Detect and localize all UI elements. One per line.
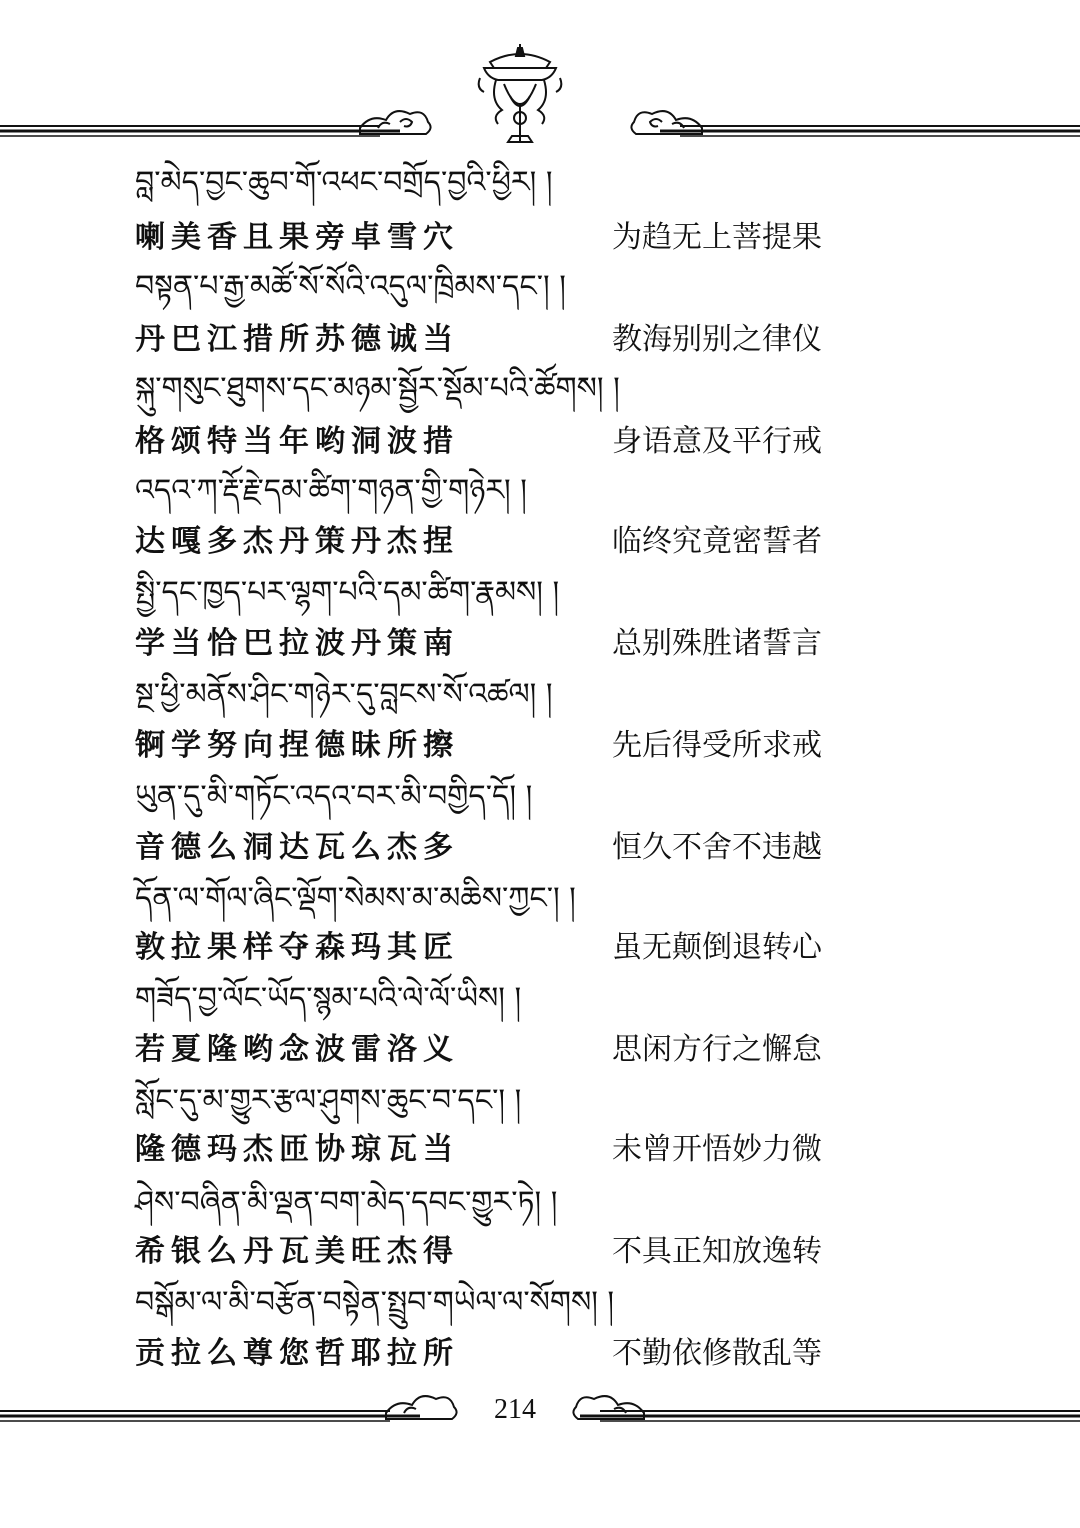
verse-2-tibetan: བསྟན་པ་རྒྱ་མཚོ་སོ་སོའི་འདུལ་ཁྲིམས་དང་། ། [135,269,566,304]
verse-7-chinese: 恒久不舍不违越 [612,830,822,865]
verse-9-chinese: 思闲方行之懈怠 [612,1032,822,1067]
top-border-rule [0,126,1080,136]
verse-8-transliteration: 敦拉果样夺森玛其匠 [135,930,459,965]
verse-10-tibetan: སློང་དུ་མ་གྱུར་རྩལ་ཤུགས་ཆུང་བ་དང་། ། [135,1083,522,1118]
verse-4-tibetan: འདའ་ཀ་རྡོ་རྗེ་དམ་ཚིག་གཉན་གྱི་གཉེར། ། [135,473,527,508]
verse-8-tibetan: དོན་ལ་གོལ་ཞིང་ལྡོག་སེམས་མ་མཆིས་ཀྱང་། ། [135,881,576,916]
verse-2-transliteration: 丹巴江措所苏德诚当 [135,322,459,357]
verse-11-tibetan: ཤེས་བཞིན་མི་ལྡན་བག་མེད་དབང་གྱུར་ཏེ། ། [135,1185,558,1220]
verse-6-tibetan: སྔ་ཕྱི་མནོས་ཤིང་གཉེར་དུ་བླངས་སོ་འཚལ། ། [135,677,553,712]
verse-11-chinese: 不具正知放逸转 [612,1234,822,1269]
verse-5-transliteration: 学当恰巴拉波丹策南 [135,626,459,661]
verse-5-chinese: 总别殊胜诸誓言 [612,626,822,661]
verse-5-tibetan: སྤྱི་དང་ཁྱད་པར་ལྷག་པའི་དམ་ཚིག་རྣམས། ། [135,575,560,610]
verse-1-transliteration: 喇美香且果旁卓雪穴 [135,220,459,255]
verse-7-transliteration: 音德么洞达瓦么杰多 [135,830,459,865]
verse-3-tibetan: སྐུ་གསུང་ཐུགས་དང་མཉམ་སྦྱོར་སྡོམ་པའི་ཚོགས། ། [135,371,620,406]
verse-7-tibetan: ཡུན་དུ་མི་གཏོང་འདའ་བར་མི་བགྱིད་དོ། ། [135,779,533,814]
verse-2-chinese: 教海别别之律仪 [612,322,822,357]
parasol-ornament-icon [479,44,562,142]
verse-9-tibetan: གཟོད་བྱ་ལོང་ཡོད་སྙམ་པའི་ལེ་ལོ་ཡིས། ། [135,981,522,1016]
verse-1-chinese: 为趋无上菩提果 [612,220,822,255]
verse-4-chinese: 临终究竟密誓者 [612,524,822,559]
verse-11-transliteration: 希银么丹瓦美旺杰得 [135,1234,459,1269]
verse-6-chinese: 先后得受所求戒 [612,728,822,763]
verse-6-transliteration: 锕学努向捏德昧所擦 [135,728,459,763]
verse-8-chinese: 虽无颠倒退转心 [612,930,822,965]
verse-3-transliteration: 格颂特当年哟洞波措 [135,424,459,459]
verse-9-transliteration: 若夏隆哟念波雷洛义 [135,1032,459,1067]
verse-12-transliteration: 贡拉么尊您哲耶拉所 [135,1336,459,1371]
verse-12-chinese: 不勤依修散乱等 [612,1336,822,1371]
verse-10-transliteration: 隆德玛杰匝协琼瓦当 [135,1132,459,1167]
verse-4-transliteration: 达嘎多杰丹策丹杰捏 [135,524,459,559]
page-number: 214 [494,1394,536,1425]
verse-12-tibetan: བསྒོམ་ལ་མི་བརྩོན་བསྟེན་སྤྲུབ་གཡེལ་ལ་སོགས། ། [135,1285,615,1320]
verse-3-chinese: 身语意及平行戒 [612,424,822,459]
verse-1-tibetan: བླ་མེད་བྱང་ཆུབ་གོ་འཕང་བགྲོད་བྱའི་ཕྱིར། ། [135,165,553,200]
verse-10-chinese: 未曾开悟妙力微 [612,1132,822,1167]
